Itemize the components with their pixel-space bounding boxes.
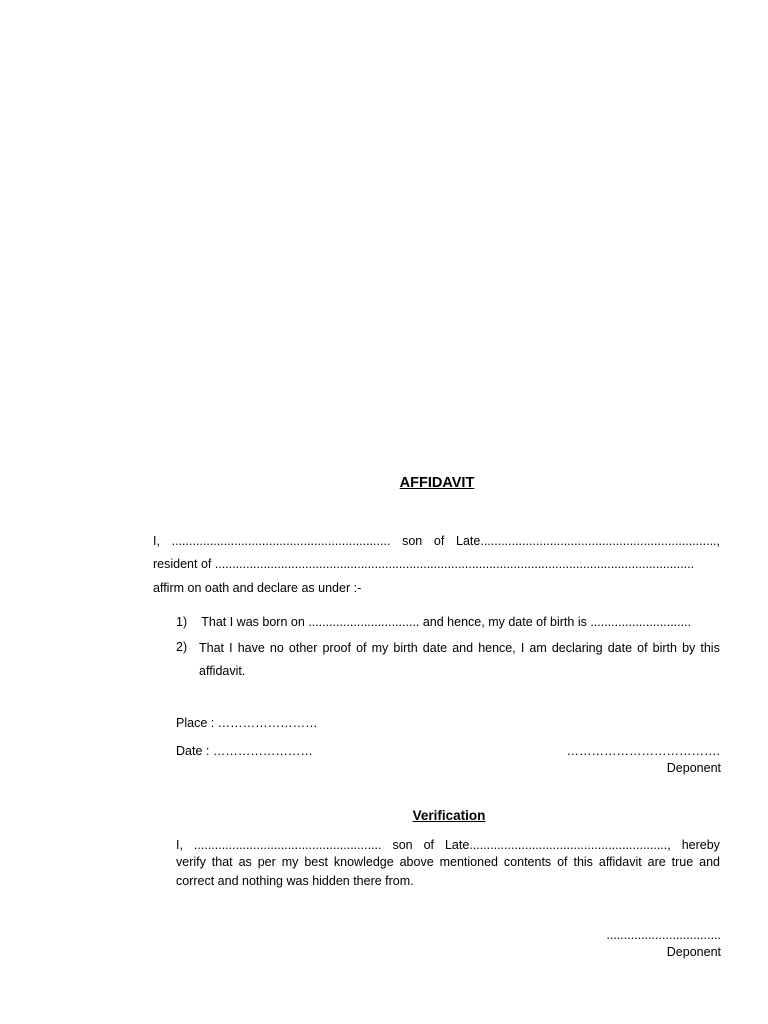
word: have <box>237 641 265 655</box>
date-field: Date : …………………… <box>176 744 313 758</box>
word: other <box>288 641 318 655</box>
word: of <box>433 534 445 548</box>
word: date <box>607 641 633 655</box>
word: ...................................................... <box>193 838 382 852</box>
word: by <box>682 641 696 655</box>
place-field: Place : …………………… <box>176 716 318 730</box>
point-number: 1) <box>176 615 188 629</box>
word: I, <box>176 838 183 852</box>
word: of <box>423 838 434 852</box>
word: I <box>520 641 525 655</box>
word: birth <box>652 641 677 655</box>
verification-title: Verification <box>412 808 486 823</box>
point-text: That I was born on ................................ and hence, my date of birth is ............................. <box>201 615 692 629</box>
intro-line-1 <box>153 534 720 548</box>
word: declaring <box>551 641 603 655</box>
word: of <box>637 641 648 655</box>
verification-deponent-label: Deponent <box>666 945 721 959</box>
affidavit-title: AFFIDAVIT <box>399 475 475 491</box>
word: and <box>452 641 474 655</box>
word: son <box>392 838 413 852</box>
verification-body: verify that as per my best knowledge above mentioned contents of this affidavit are true and correct and nothing was hidden there from. <box>176 855 720 888</box>
word: birth <box>393 641 418 655</box>
signature-line: ………………………………. <box>566 744 720 758</box>
word: son <box>402 534 423 548</box>
word: hereby <box>681 838 720 852</box>
point-1 <box>176 616 691 629</box>
intro-line-2: resident of .......................................................................................................................................... <box>153 558 695 571</box>
verification-line-1 <box>176 838 720 852</box>
word: my <box>371 641 389 655</box>
word: Late...................................................................., <box>456 534 720 548</box>
point-2-line-2: affidavit. <box>199 664 246 678</box>
word: no <box>269 641 284 655</box>
word: this <box>700 641 720 655</box>
word: I, <box>153 534 160 548</box>
deponent-label: Deponent <box>666 761 721 775</box>
intro-line-3: affirm on oath and declare as under :- <box>153 581 362 595</box>
point-2-number: 2) <box>176 640 188 654</box>
word: hence, <box>478 641 516 655</box>
word: am <box>529 641 547 655</box>
word: Late........................................................., <box>444 838 671 852</box>
point-2-line-1 <box>199 641 720 655</box>
word: proof <box>322 641 351 655</box>
word: ............................................................... <box>171 534 391 548</box>
word: of <box>356 641 367 655</box>
word: I <box>229 641 233 655</box>
word: date <box>422 641 448 655</box>
verification-signature-line: ................................. <box>606 928 721 942</box>
word: That <box>199 641 225 655</box>
